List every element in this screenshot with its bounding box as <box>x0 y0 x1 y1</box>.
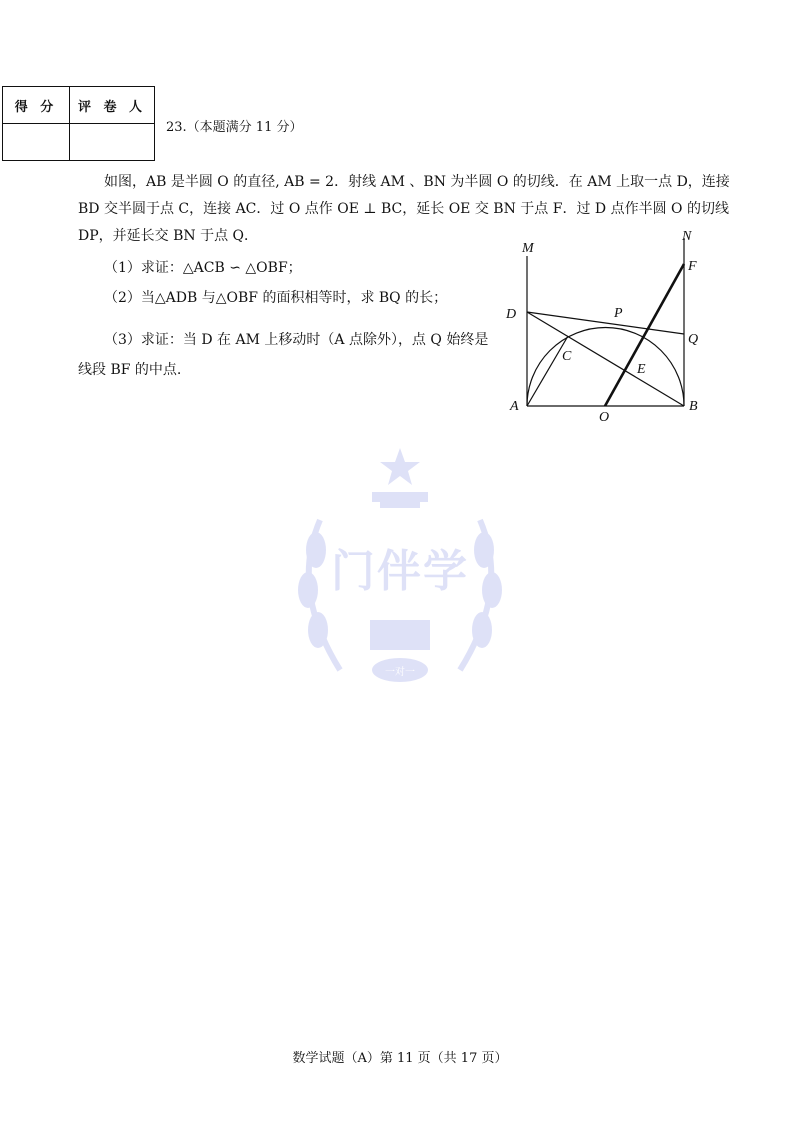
question-part1: （1）求证：△ACB ∽ △OBF； <box>104 260 302 276</box>
score-cell <box>3 124 70 161</box>
question-part2: （2）当△ADB 与△OBF 的面积相等时，求 BQ 的长； <box>104 290 448 306</box>
question-intro-line1: 如图，AB 是半圆 O 的直径, AB = 2．射线 AM 、BN 为半圆 O 的切线．在 AM 上取一点 D，连接 <box>104 174 730 190</box>
label-b: B <box>689 399 698 414</box>
question-intro-line2: BD 交半圆于点 C，连接 AC．过 O 点作 OE ⊥ BC，延长 OE 交 BN 于点 F．过 D 点作半圆 O 的切线 <box>78 201 729 217</box>
label-n: N <box>682 229 692 244</box>
grader-cell <box>70 124 155 161</box>
question-part3-line1: （3）求证：当 D 在 AM 上移动时（A 点除外），点 Q 始终是 <box>104 332 489 348</box>
question-header: 23.（本题满分 11 分） <box>166 120 303 135</box>
question-part3-line2: 线段 BF 的中点. <box>78 362 182 378</box>
label-m: M <box>522 241 534 256</box>
score-header: 得 分 <box>3 87 70 124</box>
grader-header: 评 卷 人 <box>70 87 155 124</box>
watermark-text: 门伴学 <box>331 546 469 597</box>
watermark-badge: 一对一 <box>385 667 415 678</box>
watermark <box>280 440 520 700</box>
label-e: E <box>637 362 646 377</box>
geometry-figure <box>502 228 724 428</box>
label-f: F <box>688 259 697 274</box>
label-o: O <box>599 410 610 425</box>
score-table <box>2 86 155 161</box>
segment-db <box>527 312 684 406</box>
question-intro-line3: DP，并延长交 BN 于点 Q． <box>78 228 259 244</box>
segment-dq <box>527 312 684 334</box>
page-footer: 数学试题（A）第 11 页（共 17 页） <box>292 1051 508 1066</box>
label-a: A <box>510 399 519 414</box>
segment-of <box>605 264 684 406</box>
label-q: Q <box>688 332 699 347</box>
segment-ac <box>527 336 568 406</box>
label-p: P <box>614 306 623 321</box>
label-c: C <box>562 349 572 364</box>
label-d: D <box>506 307 517 322</box>
